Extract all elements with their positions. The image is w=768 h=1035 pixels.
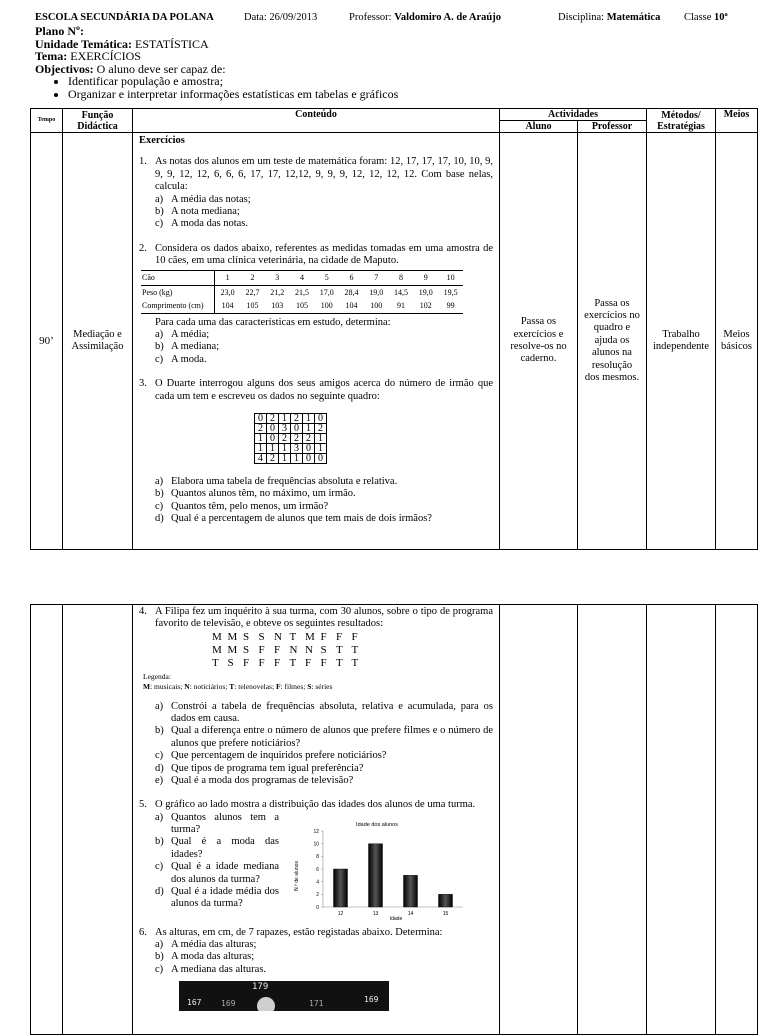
list-item (155, 354, 493, 366)
weight-row-label: Peso (kg) (141, 285, 215, 299)
result-letter: T (212, 656, 219, 669)
content-cell-continued (133, 605, 500, 1035)
bar-age-12 (334, 869, 348, 907)
result-letter: F (320, 656, 327, 669)
result-letter: N (305, 643, 313, 656)
list-item (155, 701, 493, 726)
photo-number: 179 (252, 982, 269, 993)
grid-row (255, 413, 327, 423)
legend-desc: : séries (311, 681, 333, 691)
theme-label: Tema: (35, 49, 71, 63)
grid-row (255, 423, 327, 433)
list-item (155, 725, 493, 750)
grid-cell: 1 (279, 453, 291, 463)
grid-cell: 1 (279, 443, 291, 453)
item-text: Qual é a percentagem de alunos que tem mais de dois irmãos? (171, 513, 432, 525)
x-tick-label: 14 (407, 911, 414, 918)
list-item (155, 886, 279, 911)
list-item (155, 194, 493, 206)
question-text: A Filipa fez um inquérito à sua turma, com 30 alunos, sobre o tipo de programa favorito de televisão, e obteve os seguintes resultados: (155, 606, 493, 630)
question-number: 3. (139, 378, 147, 390)
length-value: 102 (413, 299, 438, 313)
weight-value: 23,0 (215, 285, 241, 299)
question-number: 5. (139, 799, 147, 811)
item-text: Qual é a idade média dos alunos da turma? (171, 885, 279, 910)
y-tick-label: 0 (316, 905, 319, 912)
question-number: 1. (139, 156, 147, 168)
objective-item: • Identificar população e amostra; (68, 75, 735, 88)
list-item (155, 861, 279, 886)
item-letter: c) (155, 963, 164, 975)
question-2 (139, 243, 493, 367)
grid-cell: 2 (279, 433, 291, 443)
legend-key: M (143, 681, 151, 691)
professor-field (349, 12, 501, 24)
item-letter: a) (155, 811, 164, 823)
metodos-cell-empty (647, 605, 716, 1035)
list-item (155, 341, 493, 353)
result-letter: T (336, 656, 343, 669)
chart-xlabel: Idade (389, 916, 403, 923)
objectives-label: Objectivos: (35, 61, 97, 76)
weight-value: 21,5 (290, 285, 315, 299)
grid-cell: 0 (315, 413, 327, 423)
legend-title: Legenda: (143, 671, 171, 681)
aluno-cell-empty (500, 605, 578, 1035)
theme-value: EXERCÍCIOS (70, 49, 141, 63)
tempo-cell: 90’ (31, 133, 63, 550)
chart-title: Idade dos alunos (356, 822, 398, 829)
dog-number: 2 (240, 271, 265, 285)
header-top-line (35, 12, 735, 25)
photo-number: 167 (187, 998, 202, 1008)
result-letter: F (274, 656, 281, 669)
chart-ylabel: N.º de alunos (294, 861, 300, 892)
item-text: A moda das alturas; (171, 951, 255, 963)
dog-number: 3 (265, 271, 290, 285)
grid-cell: 0 (303, 443, 315, 453)
meios-text: Meios básicos (721, 328, 752, 352)
item-text: Qual a diferença entre o número de alunos que prefere filmes e o número de alunos que prefere noticiários? (171, 725, 493, 749)
length-row-label: Comprimento (cm) (141, 299, 215, 313)
funcao-cell-empty (63, 605, 133, 1035)
weight-value: 19,0 (413, 285, 438, 299)
result-letter: M (212, 630, 222, 643)
item-letter: b) (155, 951, 164, 963)
y-tick-label: 8 (316, 854, 319, 861)
grid-cell: 2 (255, 423, 267, 433)
q1-items (139, 194, 493, 231)
question-text: As notas dos alunos em um teste de matemática foram: 12, 17, 17, 17, 10, 10, 9, 9, 9, 12, 12, 6, 6, 6, 17, 17, 12,12, 9, 9, 9, 12, 12, 12, 12. Com base nelas, calcula: (155, 156, 493, 193)
grid-cell: 4 (255, 453, 267, 463)
result-letter: T (289, 630, 297, 643)
item-text: A nota mediana; (171, 205, 240, 217)
item-text: Qual é a moda das idades? (171, 836, 279, 860)
list-item (155, 763, 493, 775)
item-letter: b) (155, 836, 164, 848)
weight-value: 21,2 (265, 285, 290, 299)
result-letter: N (289, 643, 298, 656)
discipline-name: Matemática (606, 12, 661, 23)
length-value: 105 (240, 299, 265, 313)
item-letter: c) (155, 750, 164, 762)
funcao-text: Mediação e Assimilação (71, 328, 124, 352)
item-letter: a) (155, 475, 164, 487)
item-letter: d) (155, 885, 164, 897)
legend-key: S (307, 681, 312, 691)
objectives-list (35, 75, 735, 100)
result-letter: S (243, 630, 250, 643)
weight-value: 17,0 (314, 285, 339, 299)
grid-cell: 0 (267, 423, 279, 433)
dog-number: 6 (339, 271, 364, 285)
x-tick-label: 12 (337, 911, 344, 918)
grid-cell: 0 (267, 433, 279, 443)
grid-cell: 1 (291, 453, 303, 463)
result-letter: F (320, 630, 327, 643)
result-letter: F (243, 656, 250, 669)
length-value: 105 (290, 299, 315, 313)
plan-label: Plano Nº: (35, 24, 84, 38)
result-letter: F (351, 630, 358, 643)
professor-cell-empty (578, 605, 647, 1035)
question-3 (139, 378, 493, 525)
list-item (155, 476, 493, 488)
item-text: A média das notas; (171, 193, 251, 205)
dog-number: 1 (215, 271, 241, 285)
item-letter: a) (155, 329, 164, 341)
result-letter: F (305, 656, 312, 669)
age-bar-chart (289, 821, 471, 923)
lesson-plan-table-continued (30, 604, 758, 1035)
x-tick-label: 15 (442, 911, 449, 918)
grid-row (255, 453, 327, 463)
q6-items (139, 939, 493, 976)
question-text: O Duarte interrogou alguns dos seus amigos acerca do número de irmão que cada um tem e escreveu os dados no seguinte quadro: (155, 378, 493, 402)
item-text: Quantos alunos tem a turma? (171, 811, 279, 836)
grid-cell: 1 (255, 433, 267, 443)
legend-key: T (229, 681, 235, 691)
item-letter: b) (155, 725, 164, 737)
result-letter: N (274, 630, 282, 643)
length-value: 103 (265, 299, 290, 313)
question-number: 4. (139, 606, 147, 617)
header-conteudo: Conteúdo (133, 109, 500, 133)
result-letter: S (243, 643, 250, 656)
grid-row (255, 443, 327, 453)
heights-photo (179, 981, 389, 1011)
grid-cell: 2 (303, 433, 315, 443)
item-text: Qual é a moda dos programas de televisão? (171, 774, 354, 786)
grid-cell: 1 (267, 443, 279, 453)
weight-value: 14,5 (389, 285, 414, 299)
aluno-cell (500, 133, 578, 550)
item-letter: a) (155, 193, 164, 205)
grid-cell: 0 (315, 453, 327, 463)
item-text: Constrói a tabela de frequências absoluta, relativa e acumulada, para os dados em causa. (171, 700, 493, 725)
length-value: 91 (389, 299, 414, 313)
photo-number: 169 (364, 995, 379, 1005)
item-text: A mediana; (171, 341, 220, 353)
dog-row-label: Cão (141, 271, 215, 285)
lesson-plan-table (30, 108, 758, 550)
discipline-field (558, 12, 660, 24)
item-text: Que tipos de programa tem igual preferência? (171, 762, 364, 774)
result-letter: T (351, 643, 359, 656)
content-cell (133, 133, 500, 550)
chart-plot-area (313, 829, 463, 917)
professor-name: Valdomiro A. de Araújo (394, 12, 501, 23)
result-letter: F (258, 656, 265, 669)
q2-instruction: Para cada uma das características em estudo, determina: (155, 316, 391, 328)
item-letter: a) (155, 939, 164, 951)
header-aluno: Aluno (500, 121, 578, 133)
length-value: 99 (438, 299, 463, 313)
dog-number: 5 (314, 271, 339, 285)
grid-cell: 2 (267, 453, 279, 463)
photo-number: 171 (309, 999, 324, 1009)
grid-cell: 1 (303, 423, 315, 433)
item-letter: c) (155, 500, 164, 512)
question-5 (139, 799, 493, 923)
header-actividades: Actividades (500, 109, 647, 121)
list-item (155, 513, 493, 525)
list-item (155, 750, 493, 762)
q2-items (139, 329, 493, 366)
professor-cell (578, 133, 647, 550)
item-text: Elabora uma tabela de frequências absoluta e relativa. (171, 475, 398, 487)
head-silhouette (257, 997, 275, 1011)
list-item (155, 329, 493, 341)
result-letter: T (289, 656, 297, 669)
legend-desc: : telenovelas; (234, 681, 276, 691)
objectives-intro: O aluno deve ser capaz de: (96, 61, 226, 76)
item-text: Que percentagem de inquiridos prefere noticiários? (171, 750, 387, 762)
unit-label: Unidade Temática: (35, 36, 136, 51)
result-letter: F (336, 630, 343, 643)
dog-number: 9 (413, 271, 438, 285)
weight-value: 19,5 (438, 285, 463, 299)
item-letter: e) (155, 774, 164, 786)
photo-number: 169 (221, 999, 236, 1009)
grid-cell: 0 (291, 423, 303, 433)
metodos-cell (647, 133, 716, 550)
question-text: As alturas, em cm, de 7 rapazes, estão registadas abaixo. Determina: (155, 926, 443, 938)
result-letter: F (258, 643, 265, 656)
lesson-plan-header (35, 12, 735, 100)
class-field (684, 12, 728, 24)
length-value: 100 (364, 299, 389, 313)
meios-cell-empty (716, 605, 758, 1035)
list-item (155, 836, 279, 861)
result-letter: T (351, 656, 359, 669)
funcao-cell (63, 133, 133, 550)
bar-age-15 (439, 895, 453, 908)
item-letter: c) (155, 353, 164, 365)
question-4 (139, 606, 493, 787)
result-letter: S (320, 643, 327, 656)
grid-cell: 2 (315, 423, 327, 433)
item-letter: c) (155, 218, 164, 230)
question-text: Considera os dados abaixo, referentes as medidas tomadas em uma amostra de 10 cães, em uma clínica veterinária, na cidade de Maputo. (155, 242, 493, 266)
school-name: ESCOLA SECUNDÁRIA DA POLANA (35, 12, 214, 23)
legend-key: F (275, 681, 281, 691)
bar-age-14 (404, 876, 418, 908)
grid-row (255, 433, 327, 443)
dog-number: 8 (389, 271, 414, 285)
question-1 (139, 156, 493, 230)
header-tempo: Tempo (31, 109, 63, 133)
weight-value: 19,0 (364, 285, 389, 299)
grid-cell: 1 (279, 413, 291, 423)
item-text: A média das alturas; (171, 939, 257, 951)
y-tick-label: 2 (316, 892, 319, 899)
y-tick-label: 12 (313, 829, 319, 836)
item-text: Quantos alunos têm, no máximo, um irmão. (171, 488, 356, 500)
header-meios: Meios (716, 109, 758, 133)
results-row (212, 657, 493, 670)
item-text: A moda das notas. (171, 218, 248, 230)
header-funcao: Função Didáctica (63, 109, 133, 133)
result-letter: M (227, 643, 238, 656)
dogs-data-table (141, 270, 463, 313)
aluno-text: Passa os exercícios e resolve-os no caderno. (510, 316, 567, 365)
item-text: Qual é a idade mediana dos alunos da turma? (171, 861, 279, 885)
professor-label: Professor: (349, 12, 395, 23)
grid-cell: 0 (303, 453, 315, 463)
list-item (155, 206, 493, 218)
legend-desc: : musicais; (150, 681, 185, 691)
siblings-grid (254, 413, 327, 464)
length-value: 100 (314, 299, 339, 313)
discipline-label: Disciplina: (558, 12, 607, 23)
bar-age-13 (369, 844, 383, 907)
question-number: 2. (139, 242, 147, 254)
meios-cell (716, 133, 758, 550)
legend-desc: : noticiários; (189, 681, 230, 691)
y-tick-label: 6 (316, 867, 319, 874)
question-text: O gráfico ao lado mostra a distribuição das idades dos alunos de uma turma. (155, 799, 476, 811)
question-6 (139, 927, 493, 1012)
grid-cell: 1 (315, 433, 327, 443)
dog-number: 4 (290, 271, 315, 285)
class-label: Classe (684, 12, 715, 23)
objective-item: • Organizar e interpretar informações estatísticas em tabelas e gráficos (68, 88, 735, 101)
grid-cell: 1 (303, 413, 315, 423)
tempo-cell-empty (31, 605, 63, 1035)
result-letter: T (336, 643, 343, 656)
header-professor: Professor (578, 121, 647, 133)
result-letter: M (305, 630, 315, 643)
grid-cell: 2 (291, 413, 303, 423)
tv-survey-results (212, 631, 493, 670)
q3-items (139, 476, 493, 526)
result-letter: M (227, 630, 238, 643)
professor-text: Passa os exercícios no quadro e ajuda os alunos na resolução dos mesmos. (584, 297, 640, 383)
list-item (155, 964, 493, 976)
list-item (155, 775, 493, 787)
grid-cell: 1 (255, 443, 267, 453)
list-item (155, 812, 279, 837)
item-letter: b) (155, 205, 164, 217)
result-letter: M (212, 643, 222, 656)
weight-value: 28,4 (339, 285, 364, 299)
grid-cell: 1 (315, 443, 327, 453)
list-item (155, 951, 493, 963)
item-text: A mediana das alturas. (171, 963, 267, 975)
q4-items (139, 701, 493, 788)
length-value: 104 (215, 299, 241, 313)
grid-cell: 2 (267, 413, 279, 423)
results-row (212, 644, 493, 657)
result-letter: S (227, 656, 234, 669)
y-tick-label: 4 (316, 879, 319, 886)
item-letter: a) (155, 700, 164, 712)
item-letter: c) (155, 861, 164, 873)
dog-number: 7 (364, 271, 389, 285)
q5-items (139, 812, 279, 911)
unit-value: ESTATÍSTICA (135, 36, 209, 51)
tv-legend (143, 682, 493, 692)
legend-desc: : filmes; (280, 681, 308, 691)
legend-key: N (184, 681, 190, 691)
exercises-title: Exercícios (139, 135, 185, 146)
item-text: A moda. (171, 353, 207, 365)
metodos-text: Trabalho independente (653, 328, 709, 352)
length-value: 104 (339, 299, 364, 313)
item-letter: b) (155, 341, 164, 353)
date-text: Data: 26/09/2013 (244, 12, 318, 23)
item-text: Quantos têm, pelo menos, um irmão? (171, 500, 329, 512)
grid-cell: 3 (279, 423, 291, 433)
weight-value: 22,7 (240, 285, 265, 299)
y-tick-label: 10 (313, 841, 319, 848)
class-name: 10ª (714, 12, 728, 23)
grid-cell: 0 (255, 413, 267, 423)
question-number: 6. (139, 926, 147, 938)
item-letter: b) (155, 488, 164, 500)
grid-cell: 2 (291, 433, 303, 443)
grid-cell: 3 (291, 443, 303, 453)
result-letter: S (258, 630, 265, 643)
item-letter: d) (155, 513, 164, 525)
results-row (212, 631, 493, 644)
result-letter: F (274, 643, 281, 656)
list-item (155, 488, 493, 500)
item-text: A média; (171, 329, 210, 341)
dog-number: 10 (438, 271, 463, 285)
list-item (155, 939, 493, 951)
list-item (155, 501, 493, 513)
header-metodos: Métodos/ Estratégias (647, 109, 716, 133)
list-item (155, 218, 493, 230)
item-letter: d) (155, 762, 164, 774)
x-tick-label: 13 (372, 911, 379, 918)
